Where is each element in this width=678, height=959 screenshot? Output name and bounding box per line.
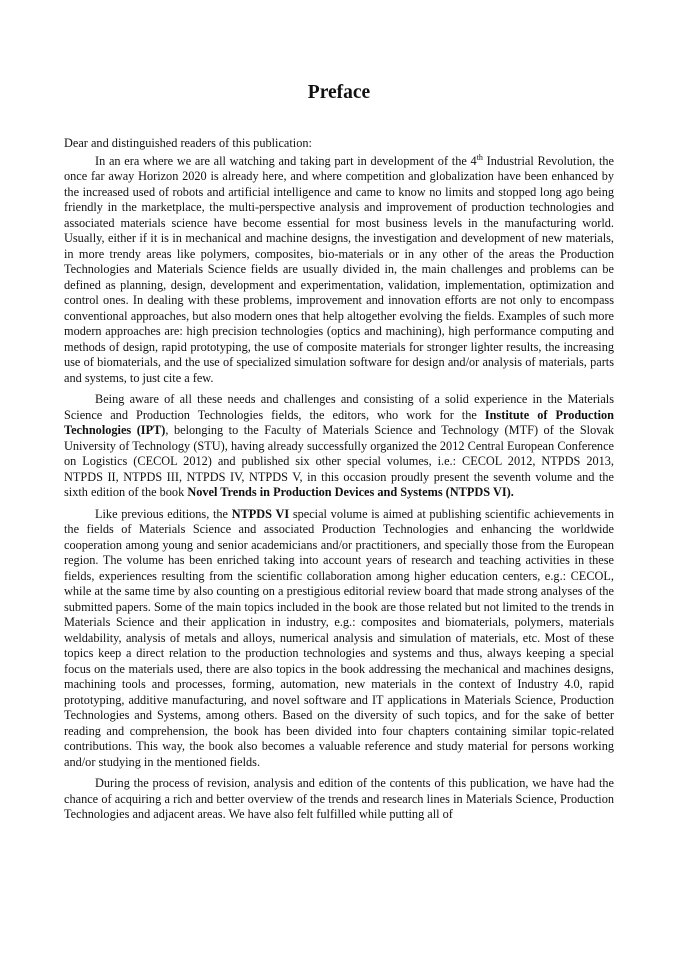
salutation: Dear and distinguished readers of this publication:: [64, 136, 312, 150]
paragraph-4: [64, 776, 614, 823]
paragraph-2-text-a: Being aware of all these needs and challenges and consisting of a solid experience in the Materials Science and Production Technologies fields, the editors, who work for the: [64, 392, 614, 422]
paragraph-3-text-a: Like previous editions, the: [95, 506, 232, 521]
paragraph-1-text-b: Industrial Revolution, the once far away Horizon 2020 is already here, and where competition and globalization have been enhanced by the increased used of robots and artificial intelligence and came to know no limits and stopped long ago being friendly in the marketplace, the multi-perspective analysis and improvement of production technologies and associated materials science have become essential for most business levels in the manufacturing world. Usually, either if it is in mechanical and machine designs, the investigation and development of new materials, in more trendy areas like polymers, composites, bio-materials or in any other of the areas the Production Technologies and Materials Science fields are usually divided in, the main challenges and problems can be defined as planning, design, development and experimentation, validation, implementation, optimization and control ones. In dealing with these problems, improvement and innovation efforts are not only to encompass conventional approaches, but also modern ones that help altogether evolving the fields. Examples of such more modern approaches are: high precision technologies (optics and machining), high performance computing and methods of design, rapid prototyping, the use of composite materials for stronger lighter results, the increasing use of biomaterials, and the use of specialized simulation software for design and/or analysis of materials, parts and systems, to just cite a few.: [64, 153, 614, 385]
book-title: Novel Trends in Production Devices and Systems (NTPDS VI).: [187, 485, 514, 499]
paragraph-3-text-b: special volume is aimed at publishing scientific achievements in the fields of Materials Science and associated Production Technologies and enhancing the worldwide cooperation among young and senior academicians and/or practitioners, and specially those from the European region. The volume has been enriched taking into account years of research and teaching activities in these fields, experiences resulting from the scientific collaboration among higher education centers, e.g.: CECOL, while at the same time by also counting on a prestigious editorial review board that made strong analyses of the submitted papers. Some of the main topics included in the book are those related but not limited to the trends in Materials Science and their application in industry, e.g.: composites and biomaterials, polymers, materials weldability, analysis of metals and alloys, numerical analysis and simulation of materials, etc. Most of these topics keep a direct relation to the production technologies and systems and thus, always keeping a special focus on the materials used, there are also topics in the book addressing the mechanical and machines designs, machining tools and processes, forming, automation, new materials in the context of Industry 4.0, rapid prototyping, additive manufacturing, and novel software and IT applications in Materials Science, Production Technologies and Systems, among others. Based on the diversity of such topics, and for the sake of better reading and comprehension, the book has been divided into four chapters containing similar topic-related contributions. This way, the book also becomes a valuable reference and study material for persons working and/or studying in the mentioned fields.: [64, 506, 614, 769]
institute-name: Institute of Production Technologies (IPT): [64, 407, 614, 437]
document-page: [64, 78, 614, 829]
page-title: Preface: [307, 82, 371, 103]
paragraph-1-text-a: In an era where we are all watching and taking part in development of the 4: [95, 153, 477, 168]
paragraph-4-text: During the process of revision, analysis and edition of the contents of this publication, we have had the chance of acquiring a rich and better overview of the trends and research lines in Materials Science, Production Technologies and adjacent areas. We have also felt fulfilled while putting all of: [64, 776, 614, 821]
paragraph-2-text-b: , belonging to the Faculty of Materials Science and Technology (MTF) of the Slovak University of Technology (STU), having already successfully organized the 2012 Central European Conference on Logistics (CECOL 2012) and published six other special volumes, i.e.: CECOL 2012, NTPDS 2013, NTPDS II, NTPDS III, NTPDS IV, NTPDS V, in this occasion proudly present the seventh volume and the sixth edition of the book: [64, 423, 614, 499]
superscript-th: th: [476, 152, 483, 162]
paragraph-2: [64, 392, 614, 501]
paragraph-1: [64, 154, 614, 387]
paragraph-3: [64, 507, 614, 771]
volume-name: NTPDS VI: [231, 506, 290, 521]
